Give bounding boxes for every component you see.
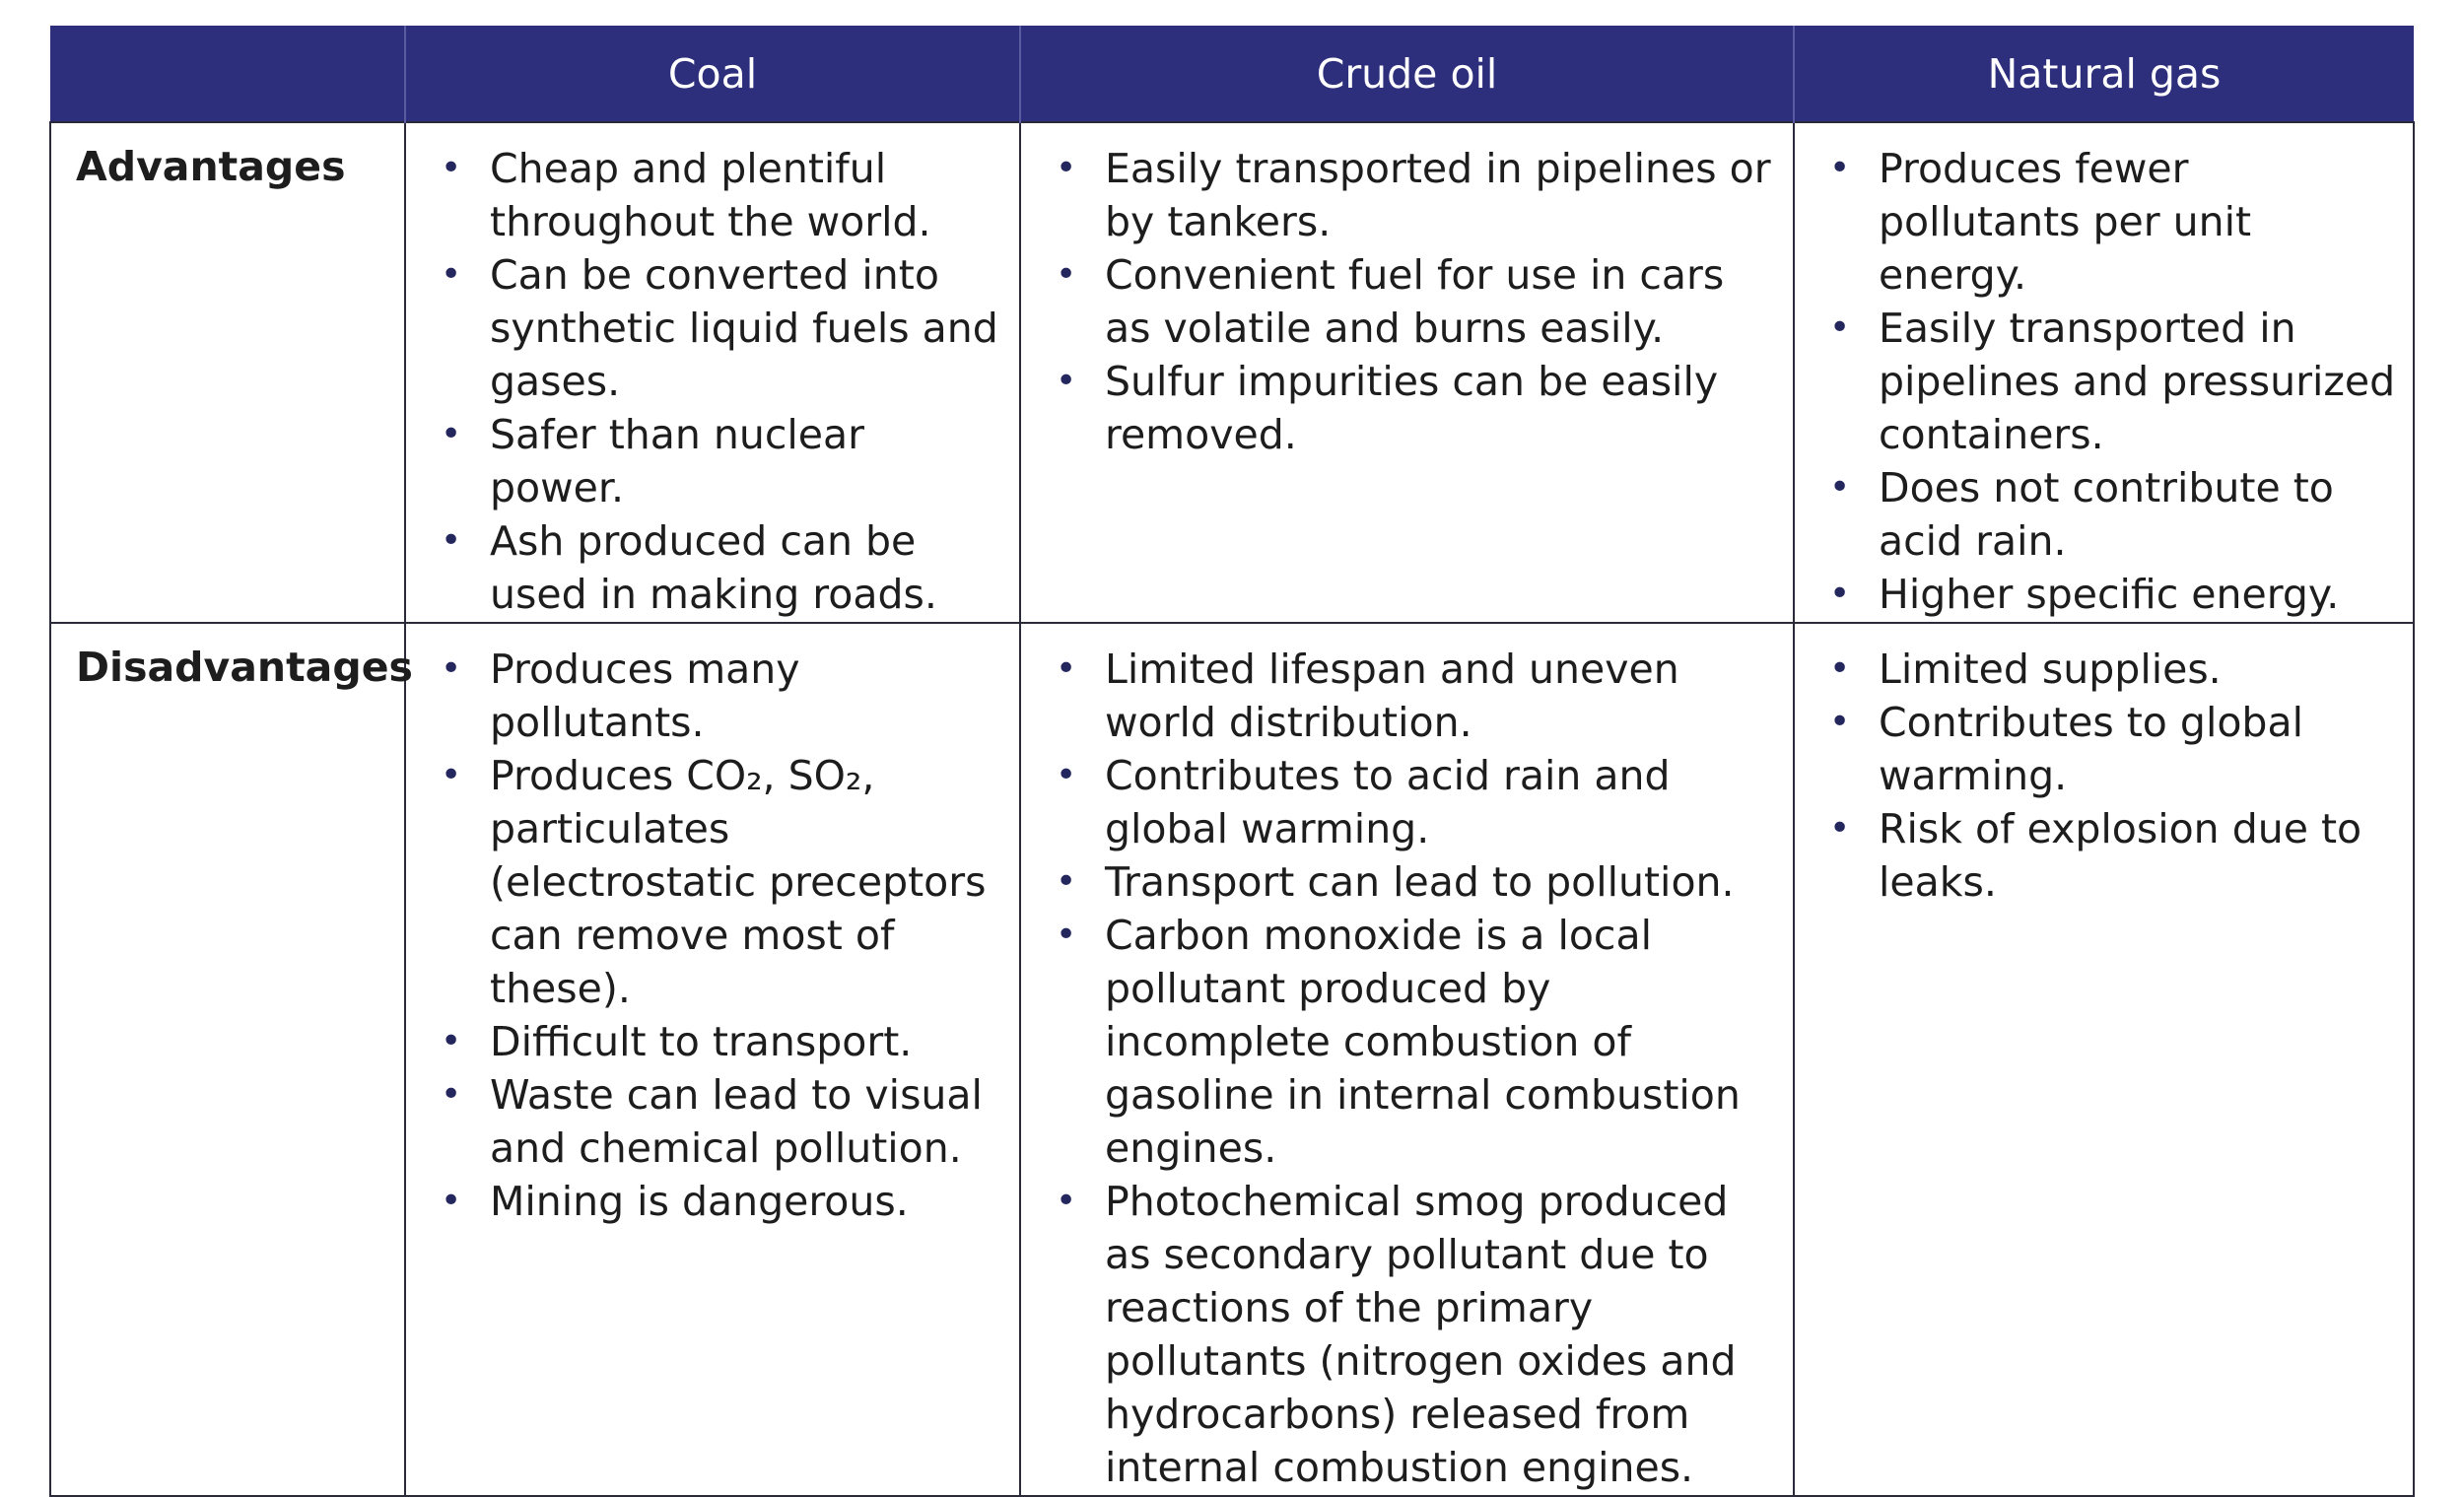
bullet-icon: •: [441, 1021, 462, 1061]
list-item: [1048, 355, 1776, 461]
header-corner-cell: [50, 26, 405, 122]
cell-advantages-natural-gas: [1794, 122, 2414, 623]
list-item-text: Ash produced can be used in making roads.: [490, 517, 937, 618]
list-item: [433, 142, 1002, 248]
bullet-icon: •: [1829, 648, 1851, 689]
bullet-icon: •: [441, 755, 462, 795]
list-item: [433, 248, 1002, 408]
list-item-text: Sulfur impurities can be easily removed.: [1105, 358, 1719, 458]
cell-disadvantages-coal: [405, 623, 1020, 1496]
row-label-advantages: Advantages: [50, 122, 405, 623]
list-item: [1821, 461, 2396, 568]
bullet-icon: •: [441, 414, 462, 454]
list-item-text: Transport can lead to pollution.: [1105, 858, 1735, 906]
table-row-disadvantages: [50, 623, 2414, 1496]
list-disadvantages-coal: [407, 625, 1018, 1228]
bullet-icon: •: [1056, 254, 1077, 295]
cell-disadvantages-natural-gas: [1794, 623, 2414, 1496]
list-item-text: Produces many pollutants.: [490, 646, 800, 746]
list-item: [433, 1068, 1002, 1175]
cell-advantages-coal: [405, 122, 1020, 623]
list-item-text: Cheap and plentiful throughout the world.: [490, 145, 931, 245]
column-header-crude-oil: Crude oil: [1020, 26, 1794, 122]
list-item-text: Limited lifespan and uneven world distribution.: [1105, 646, 1679, 746]
bullet-icon: •: [1829, 148, 1851, 188]
list-advantages-natural-gas: [1796, 124, 2412, 621]
list-item-text: Convenient fuel for use in cars as volatile and burns easily.: [1105, 251, 1725, 352]
list-item: [433, 1015, 1002, 1068]
list-advantages-crude-oil: [1022, 124, 1792, 461]
row-label-disadvantages: Disadvantages: [50, 623, 405, 1496]
list-item: [433, 749, 1002, 1015]
list-item-text: Does not contribute to acid rain.: [1879, 464, 2334, 565]
list-item-text: Limited supplies.: [1879, 646, 2222, 693]
bullet-icon: •: [1056, 861, 1077, 902]
bullet-icon: •: [1056, 148, 1077, 188]
list-item-text: Waste can lead to visual and chemical pollution.: [490, 1071, 983, 1172]
list-item: [433, 643, 1002, 749]
list-item: [1048, 643, 1776, 749]
bullet-icon: •: [441, 254, 462, 295]
cell-advantages-crude-oil: [1020, 122, 1794, 623]
bullet-icon: •: [1829, 574, 1851, 614]
fuel-comparison-table-container: [49, 26, 2413, 1491]
list-item-text: Mining is dangerous.: [490, 1178, 909, 1225]
list-item: [1821, 568, 2396, 621]
list-item-text: Can be converted into synthetic liquid fuels and gases.: [490, 251, 998, 405]
list-item-text: Carbon monoxide is a local pollutant produced by incomplete combustion of gasoline in internal combustion engines.: [1105, 912, 1741, 1172]
table-header: [50, 26, 2414, 122]
list-item: [1048, 749, 1776, 855]
list-item-text: Contributes to acid rain and global warming.: [1105, 752, 1671, 852]
list-item: [1048, 1175, 1776, 1494]
list-item-text: Contributes to global warming.: [1879, 699, 2303, 799]
bullet-icon: •: [441, 1181, 462, 1221]
bullet-icon: •: [1829, 467, 1851, 508]
list-item: [1048, 855, 1776, 909]
bullet-icon: •: [1829, 307, 1851, 348]
list-item-text: Difficult to transport.: [490, 1018, 913, 1065]
list-item: [1821, 696, 2396, 802]
bullet-icon: •: [1056, 915, 1077, 955]
bullet-icon: •: [1829, 808, 1851, 849]
list-item-text: Photochemical smog produced as secondary pollutant due to reactions of the primary pollutants (nitrogen oxides and hydrocarbons) released from internal combustion engines.: [1105, 1178, 1737, 1491]
bullet-icon: •: [441, 1074, 462, 1115]
list-item: [1821, 142, 2396, 302]
column-header-coal: Coal: [405, 26, 1020, 122]
column-header-natural-gas: Natural gas: [1794, 26, 2414, 122]
bullet-icon: •: [1056, 648, 1077, 689]
list-item-text: Produces fewer pollutants per unit energy.: [1879, 145, 2252, 299]
list-item: [1821, 302, 2396, 461]
bullet-icon: •: [1056, 1181, 1077, 1221]
list-item: [1048, 909, 1776, 1175]
list-item: [433, 1175, 1002, 1228]
list-item: [433, 408, 1002, 514]
list-item: [1821, 802, 2396, 909]
list-item: [1821, 643, 2396, 696]
list-disadvantages-crude-oil: [1022, 625, 1792, 1494]
list-item-text: Higher specific energy.: [1879, 571, 2340, 618]
bullet-icon: •: [1829, 702, 1851, 742]
bullet-icon: •: [441, 648, 462, 689]
header-row: [50, 26, 2414, 122]
fuel-comparison-table: [49, 26, 2415, 1497]
list-item-text: Safer than nuclear power.: [490, 411, 865, 511]
table-row-advantages: [50, 122, 2414, 623]
bullet-icon: •: [441, 520, 462, 561]
bullet-icon: •: [441, 148, 462, 188]
list-item-text: Produces CO₂, SO₂, particulates (electrostatic preceptors can remove most of these).: [490, 752, 987, 1012]
list-disadvantages-natural-gas: [1796, 625, 2412, 909]
cell-disadvantages-crude-oil: [1020, 623, 1794, 1496]
list-item: [433, 514, 1002, 621]
list-item: [1048, 142, 1776, 248]
bullet-icon: •: [1056, 361, 1077, 401]
bullet-icon: •: [1056, 755, 1077, 795]
list-item-text: Easily transported in pipelines or by tankers.: [1105, 145, 1771, 245]
list-advantages-coal: [407, 124, 1018, 621]
table-body: [50, 122, 2414, 1496]
list-item: [1048, 248, 1776, 355]
list-item-text: Risk of explosion due to leaks.: [1879, 805, 2362, 906]
list-item-text: Easily transported in pipelines and pressurized containers.: [1879, 305, 2396, 458]
